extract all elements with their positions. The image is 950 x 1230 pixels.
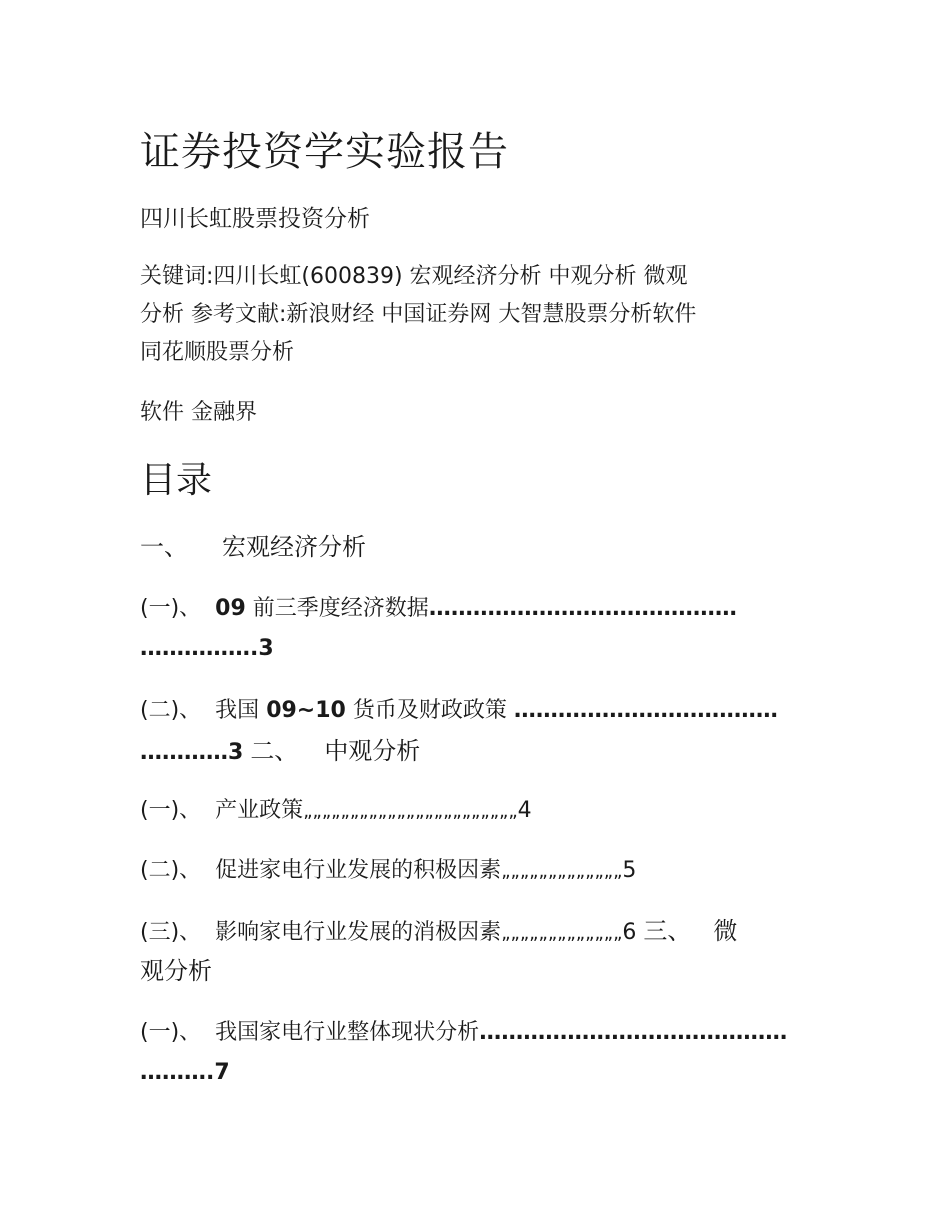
toc-item-title: 货币及财政政策 bbox=[352, 698, 507, 723]
toc-item-dots: ………… bbox=[140, 740, 228, 765]
keywords-line-2: 分析 参考文献:新浪财经 中国证券网 大智慧股票分析软件 bbox=[140, 302, 697, 327]
toc-item-1-2-continued bbox=[140, 734, 420, 770]
toc-item-title: 我国家电行业整体现状分析 bbox=[215, 1020, 480, 1045]
toc-section-number: 一、 bbox=[140, 533, 188, 561]
toc-item-leader: „„„„„„„„„„„„„„„„„„„„„„„ bbox=[303, 801, 518, 822]
toc-item-year: 09~10 bbox=[266, 698, 346, 723]
toc-item-title: 产业政策 bbox=[215, 798, 304, 823]
toc-item-title: 促进家电行业发展的积极因素 bbox=[215, 858, 502, 883]
toc-item-prefix: (二)、 bbox=[140, 858, 202, 883]
toc-item-page-number: 3 bbox=[228, 740, 244, 765]
toc-item-leader: „„„„„„„„„„„„„ bbox=[501, 923, 623, 944]
toc-item-3-1 bbox=[140, 1016, 787, 1050]
toc-section-title: 微 bbox=[713, 917, 738, 945]
toc-item-page-number: 5 bbox=[622, 858, 637, 883]
toc-section-title: 宏观经济分析 bbox=[222, 533, 366, 561]
toc-item-dots: ……………………………… bbox=[513, 698, 778, 723]
toc-section-title: 中观分析 bbox=[324, 737, 421, 765]
toc-item-1-1 bbox=[140, 592, 737, 626]
toc-item-prefix: (三)、 bbox=[140, 920, 202, 945]
toc-item-page-number: 7 bbox=[214, 1060, 230, 1085]
toc-item-dots: …………………………………… bbox=[479, 1020, 788, 1045]
toc-item-2-1 bbox=[140, 794, 532, 829]
toc-section-title: 观分析 bbox=[140, 957, 212, 985]
keywords-line-3: 同花顺股票分析 bbox=[140, 340, 295, 365]
toc-item-title: 影响家电行业发展的消极因素 bbox=[215, 920, 502, 945]
toc-item-2-2 bbox=[140, 854, 636, 889]
toc-item-prefix: (一)、 bbox=[140, 798, 202, 823]
misc-line: 软件 金融界 bbox=[140, 400, 257, 425]
toc-item-page-number: 6 bbox=[622, 920, 637, 945]
toc-item-2-3 bbox=[140, 914, 737, 951]
keywords-line-1: 关键词:四川长虹(600839) 宏观经济分析 中观分析 微观 bbox=[140, 264, 688, 289]
toc-section-1 bbox=[140, 530, 366, 564]
document-subtitle: 四川长虹股票投资分析 bbox=[140, 206, 370, 232]
keywords-block bbox=[140, 258, 820, 372]
toc-heading: 目录 bbox=[140, 460, 213, 501]
toc-item-prefix: (一)、 bbox=[140, 596, 202, 621]
toc-item-dots: ……………. bbox=[140, 636, 259, 661]
toc-item-title: 我国 bbox=[215, 698, 260, 723]
toc-item-prefix: (二)、 bbox=[140, 698, 202, 723]
toc-item-3-1-continued bbox=[140, 1056, 230, 1090]
document-title: 证券投资学实验报告 bbox=[140, 129, 509, 175]
toc-item-prefix: (一)、 bbox=[140, 1020, 202, 1045]
toc-item-leader: „„„„„„„„„„„„„ bbox=[501, 861, 623, 882]
toc-section-number: 三、 bbox=[643, 917, 692, 945]
toc-item-dots: …………………………………… bbox=[428, 596, 737, 621]
toc-item-dots: ………. bbox=[140, 1060, 215, 1085]
toc-item-title: 前三季度经济数据 bbox=[252, 596, 429, 621]
toc-item-1-2 bbox=[140, 694, 778, 728]
toc-section-number: 二、 bbox=[250, 737, 299, 765]
toc-section-3-continued bbox=[140, 954, 212, 988]
toc-item-page-number: 3 bbox=[258, 636, 274, 661]
toc-item-1-1-continued bbox=[140, 632, 274, 666]
toc-item-page-number: 4 bbox=[517, 798, 532, 823]
toc-item-year: 09 bbox=[215, 596, 246, 621]
